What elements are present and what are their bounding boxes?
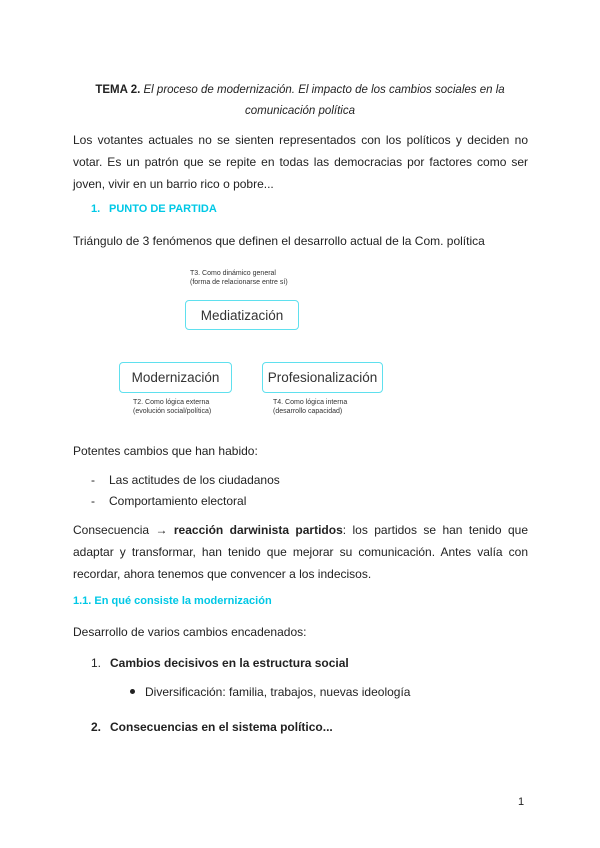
list-item-marker: - <box>91 494 95 508</box>
section-title: PUNTO DE PARTIDA <box>109 203 217 215</box>
section-number: 1. <box>91 203 101 215</box>
list-number: 2. <box>91 720 102 734</box>
list-item: Comportamiento electoral <box>109 494 247 508</box>
list-number: 1. <box>91 656 102 670</box>
list-item-marker: - <box>91 473 95 487</box>
triangle-intro: Triángulo de 3 fenómenos que definen el desarrollo actual de la Com. política <box>73 234 485 248</box>
box-modernizacion: Modernización <box>119 362 232 393</box>
bullet-icon <box>130 689 135 694</box>
top-note: T3. Como dinámico general (forma de relacionarse entre sí) <box>190 270 288 286</box>
intro-paragraph: Los votantes actuales no se sienten representados con los políticos y deciden no votar. Es un patrón que se repite en todas las democracias por factores como ser joven, vivir en un barrio rico o pobre... <box>73 133 528 191</box>
title-text-line1: El proceso de modernización. El impacto de los cambios sociales en la <box>143 84 505 96</box>
box-mediatizacion: Mediatización <box>185 300 299 330</box>
consequence-paragraph <box>73 519 528 585</box>
changes-intro: Potentes cambios que han habido: <box>73 444 258 458</box>
sub-bullet-item: Diversificación: familia, trabajos, nuevas ideología <box>145 685 411 699</box>
left-note: T2. Como lógica externa (evolución social/política) <box>133 399 212 415</box>
consequence-bold: reacción darwinista partidos <box>173 523 343 537</box>
consequence-lead: Consecuencia → <box>73 523 168 537</box>
document-title <box>70 80 530 122</box>
numbered-item: Consecuencias en el sistema político... <box>110 720 333 734</box>
section-heading-punto-de-partida <box>91 201 217 217</box>
list-item: Las actitudes de los ciudadanos <box>109 473 280 487</box>
title-text-line2: comunicación política <box>245 105 355 117</box>
section-heading-modernizacion: 1.1. En qué consiste la modernización <box>73 595 272 607</box>
numbered-item: Cambios decisivos en la estructura social <box>110 656 349 670</box>
title-topic-number: TEMA 2. <box>95 84 141 96</box>
box-profesionalizacion: Profesionalización <box>262 362 383 393</box>
development-intro: Desarrollo de varios cambios encadenados: <box>73 625 307 639</box>
consequence-rest: : los partidos se han tenido que adaptar y transformar, han tenido que mejorar su comunicación. Antes valía con recordar, ahora tenemos que convencer a los indecisos. <box>73 523 529 581</box>
page-number: 1 <box>518 796 525 808</box>
right-note: T4. Como lógica interna (desarrollo capacidad) <box>273 399 348 415</box>
